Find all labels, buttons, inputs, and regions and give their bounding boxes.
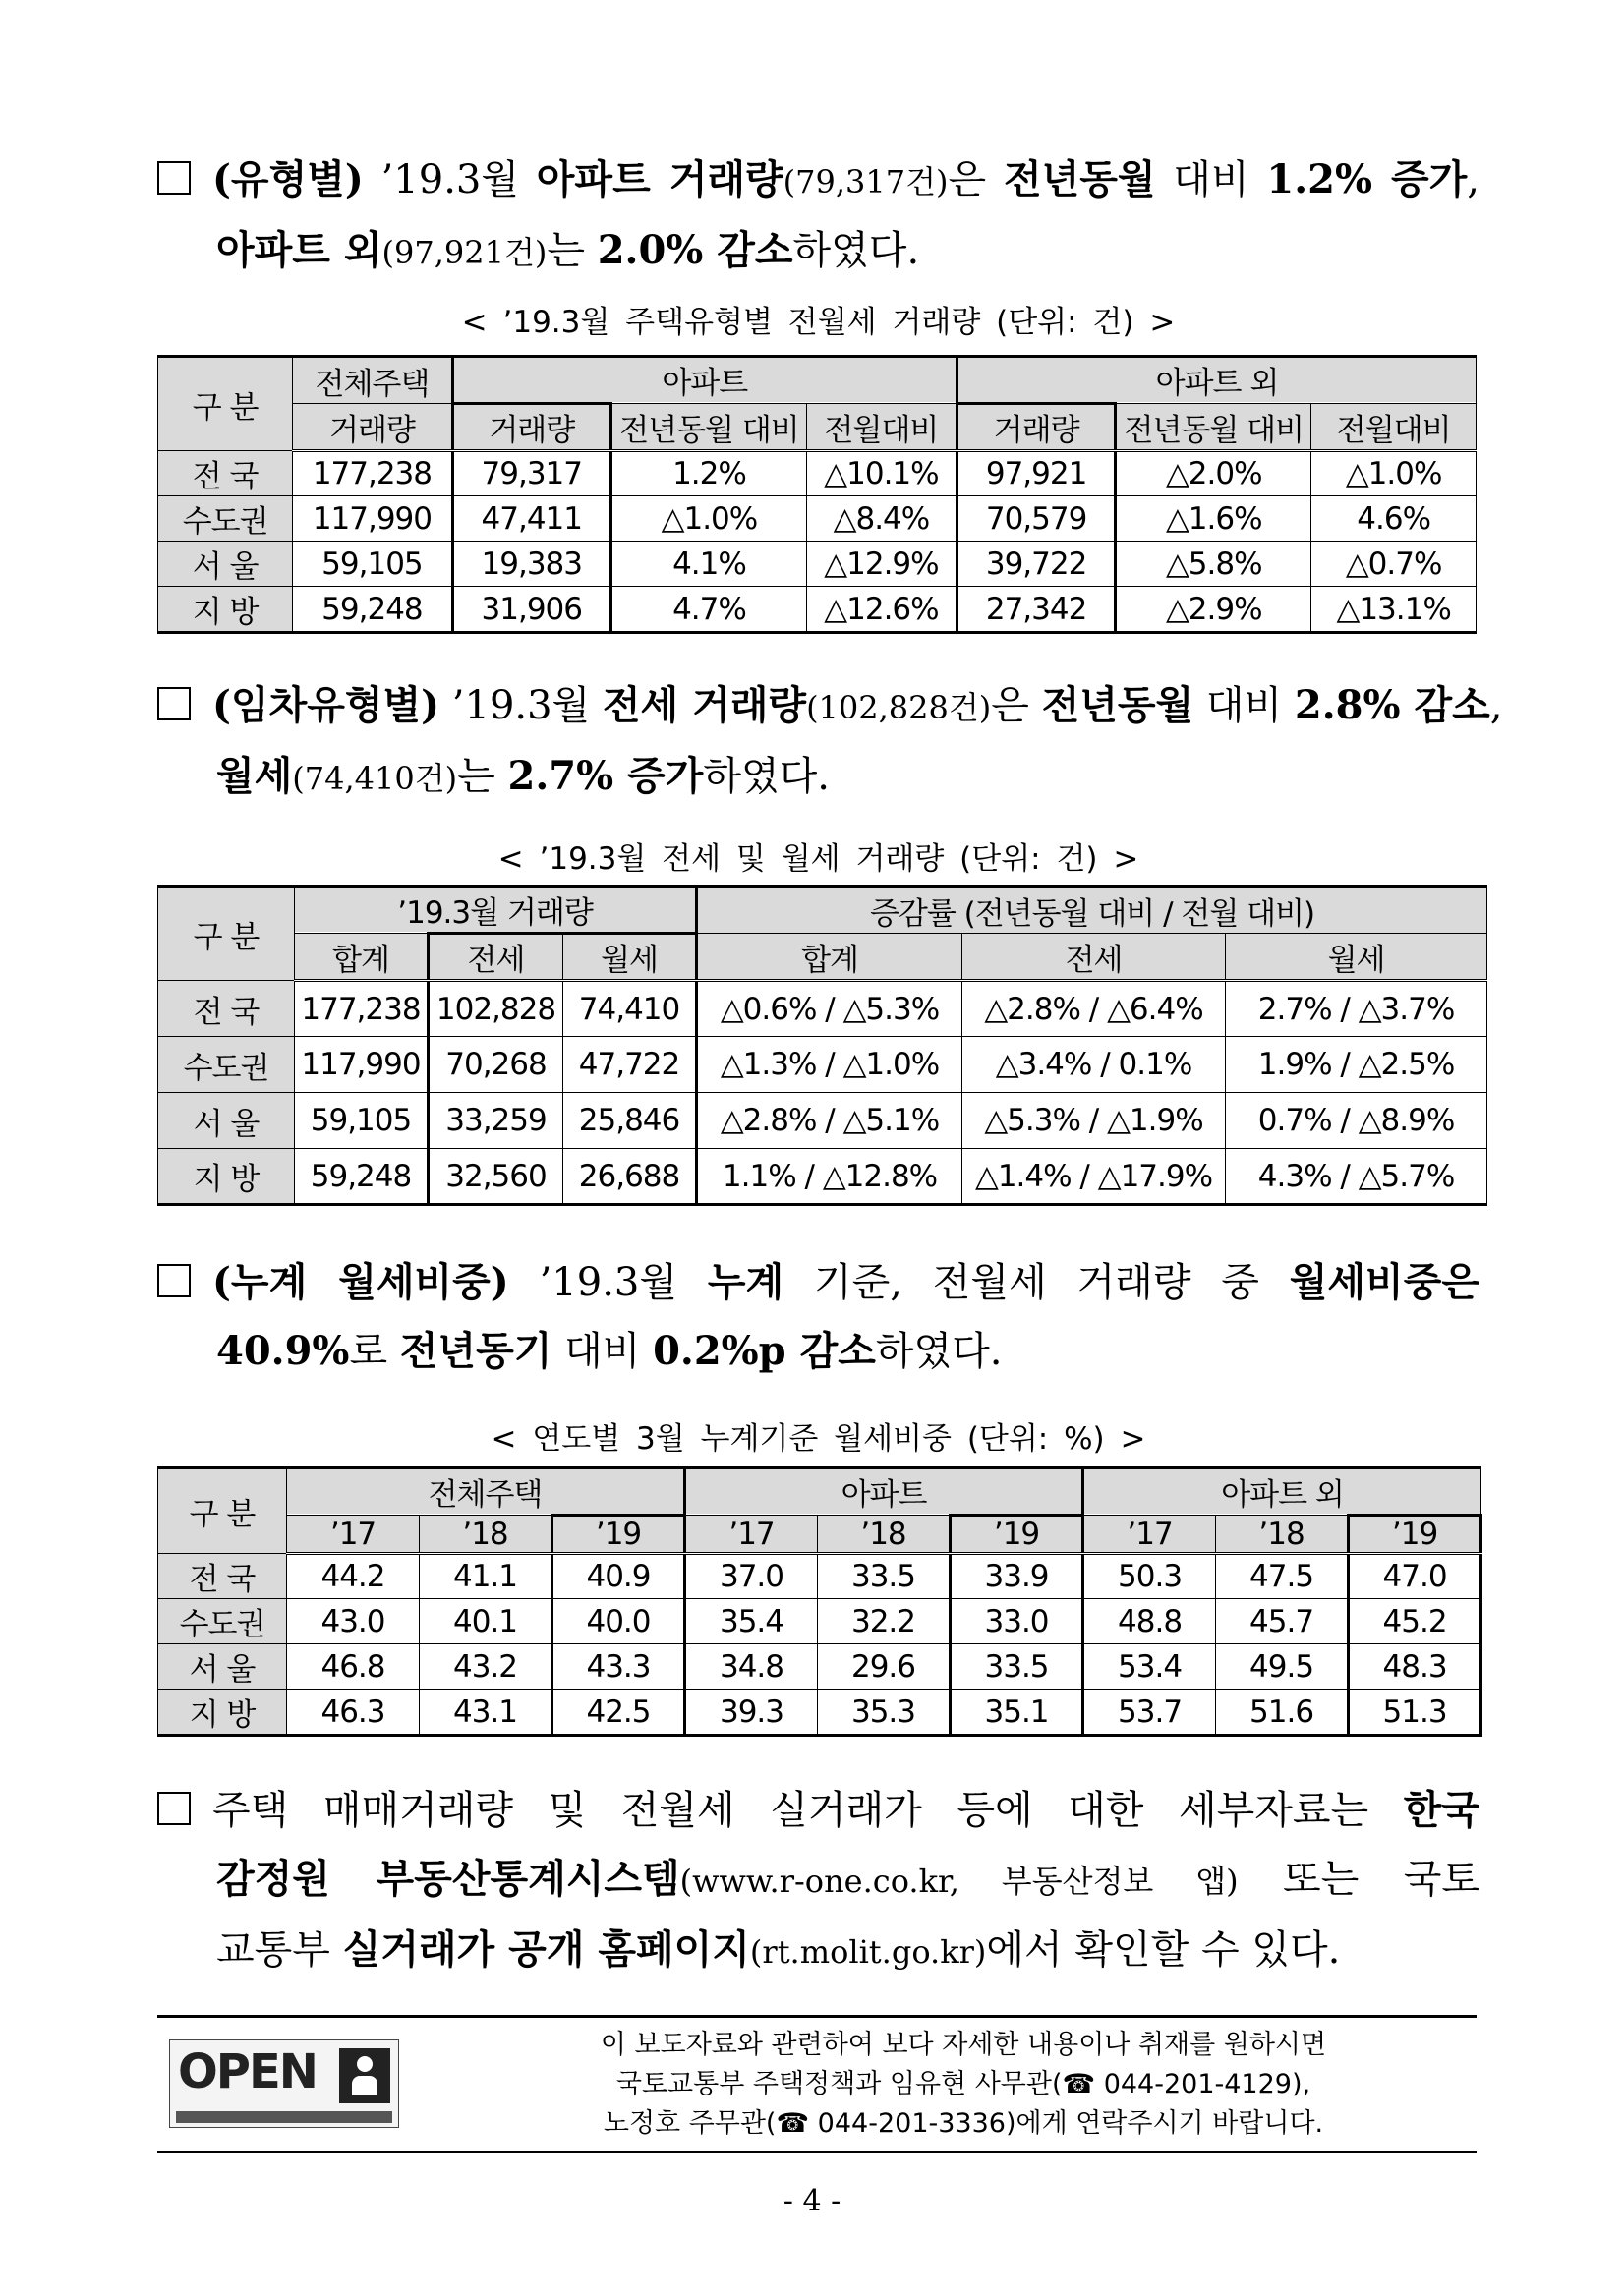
header-total-housing: 전체주택 bbox=[293, 357, 452, 404]
body-text: 은 bbox=[948, 157, 1004, 202]
table-cell: △3.4% / 0.1% bbox=[962, 1037, 1226, 1093]
section-line bbox=[157, 1317, 1479, 1386]
table-cell: 51.3 bbox=[1349, 1690, 1481, 1736]
body-text: ’19.3월 bbox=[508, 1260, 708, 1305]
table-cell: 44.2 bbox=[287, 1554, 420, 1599]
table-cell: 53.7 bbox=[1083, 1690, 1216, 1736]
table2-caption: < ’19.3월 전세 및 월세 거래량 (단위: 건) > bbox=[497, 841, 1139, 877]
section-line bbox=[157, 742, 1479, 813]
header-sum: 합계 bbox=[295, 934, 429, 981]
table-cell: 4.6% bbox=[1311, 496, 1477, 542]
row-label: 서 울 bbox=[158, 1644, 287, 1690]
emphasis-text: 아파트 외 bbox=[216, 227, 382, 273]
section-line bbox=[157, 671, 1503, 742]
header-year: ’17 bbox=[287, 1516, 420, 1554]
table-cell: 26,688 bbox=[563, 1149, 697, 1205]
contact-line: 국토교통부 주택정책과 임유현 사무관(☎ 044-201-4129), bbox=[615, 2069, 1311, 2099]
emphasis-text: 전세 거래량 bbox=[602, 682, 807, 728]
body-text: 대비 bbox=[551, 1329, 654, 1374]
body-text: (102,828건) bbox=[806, 689, 992, 726]
header-volume: ’19.3월 거래량 bbox=[295, 887, 697, 934]
row-label: 지 방 bbox=[158, 587, 293, 633]
row-label: 수도권 bbox=[158, 496, 293, 542]
table-cell: 51.6 bbox=[1216, 1690, 1349, 1736]
table-cell: 45.2 bbox=[1349, 1599, 1481, 1644]
header-mom: 전월대비 bbox=[806, 404, 957, 451]
table-cell: △1.0% bbox=[1311, 451, 1477, 496]
table-cell: 4.3% / △5.7% bbox=[1226, 1149, 1487, 1205]
header-gubun: 구 분 bbox=[158, 887, 295, 981]
header-jeonse: 전세 bbox=[962, 934, 1226, 981]
table-cell: 59,105 bbox=[295, 1093, 429, 1149]
table-cell: 33,259 bbox=[429, 1093, 563, 1149]
table-cell: 53.4 bbox=[1083, 1644, 1216, 1690]
table-cell: 33.5 bbox=[818, 1554, 951, 1599]
table-wolse-share bbox=[157, 1466, 1482, 1737]
body-text: 하였다. bbox=[703, 754, 830, 799]
table-cell: △5.8% bbox=[1116, 542, 1311, 587]
table-cell: 35.3 bbox=[818, 1690, 951, 1736]
table-cell: △0.6% / △5.3% bbox=[697, 981, 962, 1037]
header-non-apartment: 아파트 외 bbox=[957, 357, 1476, 404]
section-line bbox=[157, 1776, 1479, 1845]
table-cell: 45.7 bbox=[1216, 1599, 1349, 1644]
header-sum: 합계 bbox=[697, 934, 962, 981]
table-row bbox=[158, 587, 1477, 633]
table-cell: 46.8 bbox=[287, 1644, 420, 1690]
table-cell: 43.2 bbox=[420, 1644, 552, 1690]
body-text: (79,317건) bbox=[783, 163, 949, 201]
table-cell: 50.3 bbox=[1083, 1554, 1216, 1599]
table-cell: 117,990 bbox=[295, 1037, 429, 1093]
contact-line: 노정호 주무관(☎ 044-201-3336)에게 연락주시기 바랍니다. bbox=[603, 2108, 1324, 2139]
body-text: 또는 국토 bbox=[1238, 1857, 1479, 1902]
table-row bbox=[158, 1644, 1481, 1690]
body-text: 대비 bbox=[1155, 157, 1267, 202]
table-cell: 27,342 bbox=[957, 587, 1115, 633]
emphasis-text: 월세비중은 bbox=[1289, 1259, 1479, 1305]
table-cell: △2.0% bbox=[1116, 451, 1311, 496]
header-change-rate: 증감률 (전년동월 대비 / 전월 대비) bbox=[697, 887, 1487, 934]
table-cell: 40.0 bbox=[552, 1599, 685, 1644]
body-text: 로 bbox=[349, 1329, 400, 1374]
table-cell: △2.9% bbox=[1116, 587, 1311, 633]
table-cell: 39,722 bbox=[957, 542, 1115, 587]
table-cell: 4.1% bbox=[610, 542, 806, 587]
body-text: ’19.3월 bbox=[439, 683, 603, 728]
table-cell: 43.1 bbox=[420, 1690, 552, 1736]
header-apartment: 아파트 bbox=[452, 357, 957, 404]
table-cell: 31,906 bbox=[452, 587, 610, 633]
row-label: 서 울 bbox=[158, 1093, 295, 1149]
row-label: 전 국 bbox=[158, 451, 293, 496]
emphasis-text: 아파트 거래량 bbox=[536, 156, 783, 202]
table-cell: 97,921 bbox=[957, 451, 1115, 496]
table-rent-by-housing-type bbox=[157, 355, 1477, 634]
table-row bbox=[158, 542, 1477, 587]
table-cell: 102,828 bbox=[429, 981, 563, 1037]
emphasis-text: 2.8% 감소 bbox=[1294, 682, 1490, 728]
emphasis-text: 한국 bbox=[1403, 1787, 1479, 1833]
table-cell: 74,410 bbox=[563, 981, 697, 1037]
section-cumulative-wolse bbox=[157, 1248, 1479, 1386]
emphasis-text: 1.2% 증가 bbox=[1266, 156, 1468, 202]
emphasis-text: 0.2%p 감소 bbox=[653, 1328, 876, 1374]
emphasis-text: (누계 월세비중) bbox=[212, 1259, 509, 1305]
section-line bbox=[157, 145, 1479, 216]
contact-text bbox=[452, 2026, 1475, 2144]
body-text: ’19.3월 bbox=[363, 157, 537, 202]
section-line bbox=[157, 1248, 1479, 1317]
table-cell: 117,990 bbox=[293, 496, 452, 542]
table-row bbox=[158, 1037, 1487, 1093]
table-cell: △13.1% bbox=[1311, 587, 1477, 633]
checkbox-square-icon bbox=[157, 1264, 191, 1297]
table-cell: △1.6% bbox=[1116, 496, 1311, 542]
header-gubun: 구 분 bbox=[158, 1468, 287, 1554]
emphasis-text: (임차유형별) bbox=[212, 682, 440, 728]
table-row bbox=[158, 1599, 1481, 1644]
table-cell: △8.4% bbox=[806, 496, 957, 542]
section-reference bbox=[157, 1776, 1479, 1986]
table-cell: 59,248 bbox=[295, 1149, 429, 1205]
header-year: ’19 bbox=[951, 1516, 1083, 1554]
header-volume: 거래량 bbox=[293, 404, 452, 451]
table-row bbox=[158, 1690, 1481, 1736]
table1-caption: < ’19.3월 주택유형별 전월세 거래량 (단위: 건) > bbox=[461, 305, 1176, 340]
emphasis-text: 40.9% bbox=[216, 1328, 350, 1374]
header-year: ’18 bbox=[420, 1516, 552, 1554]
body-text: (rt.molit.go.kr) bbox=[749, 1933, 987, 1971]
table-cell: △0.7% bbox=[1311, 542, 1477, 587]
emphasis-text: 전년동월 bbox=[1003, 156, 1156, 202]
body-text: 는 bbox=[457, 754, 508, 799]
table-cell: 25,846 bbox=[563, 1093, 697, 1149]
table-cell: 177,238 bbox=[295, 981, 429, 1037]
checkbox-square-icon bbox=[157, 687, 191, 720]
body-text: (www.r-one.co.kr, 부동산정보 앱) bbox=[679, 1863, 1239, 1900]
table-cell: 42.5 bbox=[552, 1690, 685, 1736]
table-cell: △2.8% / △5.1% bbox=[697, 1093, 962, 1149]
table-cell: △12.6% bbox=[806, 587, 957, 633]
table-cell: 35.1 bbox=[951, 1690, 1083, 1736]
table-cell: 39.3 bbox=[685, 1690, 818, 1736]
table-cell: △1.3% / △1.0% bbox=[697, 1037, 962, 1093]
table-jeonse-wolse bbox=[157, 885, 1487, 1206]
emphasis-text: 2.7% 증가 bbox=[507, 753, 704, 799]
table-cell: 70,268 bbox=[429, 1037, 563, 1093]
open-license-logo bbox=[169, 2039, 399, 2128]
row-label: 수도권 bbox=[158, 1599, 287, 1644]
table-cell: 43.0 bbox=[287, 1599, 420, 1644]
body-text: , bbox=[1489, 683, 1503, 728]
table-cell: 59,248 bbox=[293, 587, 452, 633]
table-row bbox=[158, 1554, 1481, 1599]
row-label: 전 국 bbox=[158, 981, 295, 1037]
checkbox-square-icon bbox=[157, 161, 191, 195]
table-row bbox=[158, 1149, 1487, 1205]
header-total-housing: 전체주택 bbox=[287, 1468, 685, 1516]
table-cell: 47,722 bbox=[563, 1037, 697, 1093]
header-volume: 거래량 bbox=[452, 404, 610, 451]
body-text: 주택 매매거래량 및 전월세 실거래가 등에 대한 세부자료는 bbox=[212, 1788, 1404, 1833]
table-cell: △10.1% bbox=[806, 451, 957, 496]
table-row bbox=[158, 1093, 1487, 1149]
body-text: 는 bbox=[547, 228, 598, 273]
table-cell: 40.1 bbox=[420, 1599, 552, 1644]
table-cell: △2.8% / △6.4% bbox=[962, 981, 1226, 1037]
body-text: 기준, 전월세 거래량 중 bbox=[783, 1260, 1290, 1305]
table-cell: 4.7% bbox=[610, 587, 806, 633]
table-cell: 1.1% / △12.8% bbox=[697, 1149, 962, 1205]
table-cell: 43.3 bbox=[552, 1644, 685, 1690]
header-year: ’17 bbox=[685, 1516, 818, 1554]
body-text: 교통부 bbox=[216, 1927, 343, 1973]
header-wolse: 월세 bbox=[563, 934, 697, 981]
table-cell: 47.0 bbox=[1349, 1554, 1481, 1599]
header-wolse: 월세 bbox=[1226, 934, 1487, 981]
year-header-row bbox=[158, 1516, 1481, 1554]
table-cell: 1.2% bbox=[610, 451, 806, 496]
header-year: ’18 bbox=[1216, 1516, 1349, 1554]
body-text: 에서 확인할 수 있다. bbox=[986, 1927, 1341, 1973]
table-cell: 79,317 bbox=[452, 451, 610, 496]
table-cell: 59,105 bbox=[293, 542, 452, 587]
table-cell: 47,411 bbox=[452, 496, 610, 542]
header-volume: 거래량 bbox=[957, 404, 1115, 451]
body-text: (74,410건) bbox=[292, 760, 458, 797]
section-line bbox=[157, 216, 1479, 287]
table-cell: 47.5 bbox=[1216, 1554, 1349, 1599]
table-cell: 2.7% / △3.7% bbox=[1226, 981, 1487, 1037]
table-cell: 35.4 bbox=[685, 1599, 818, 1644]
header-apartment: 아파트 bbox=[685, 1468, 1083, 1516]
header-mom: 전월대비 bbox=[1311, 404, 1477, 451]
table-cell: 19,383 bbox=[452, 542, 610, 587]
row-label: 전 국 bbox=[158, 1554, 287, 1599]
checkbox-square-icon bbox=[157, 1792, 191, 1825]
table-row bbox=[158, 496, 1477, 542]
header-year: ’19 bbox=[552, 1516, 685, 1554]
header-year: ’17 bbox=[1083, 1516, 1216, 1554]
header-gubun: 구 분 bbox=[158, 357, 293, 451]
page-number: - 4 - bbox=[783, 2184, 841, 2218]
section-line bbox=[157, 1916, 1479, 1986]
section-line bbox=[157, 1845, 1479, 1916]
emphasis-text: 전년동월 bbox=[1041, 682, 1194, 728]
table-cell: △1.0% bbox=[610, 496, 806, 542]
table-cell: 40.9 bbox=[552, 1554, 685, 1599]
table-cell: △5.3% / △1.9% bbox=[962, 1093, 1226, 1149]
row-label: 지 방 bbox=[158, 1149, 295, 1205]
table-cell: 70,579 bbox=[957, 496, 1115, 542]
table-cell: 34.8 bbox=[685, 1644, 818, 1690]
table-cell: 177,238 bbox=[293, 451, 452, 496]
table-cell: 29.6 bbox=[818, 1644, 951, 1690]
header-year: ’18 bbox=[818, 1516, 951, 1554]
section-type bbox=[157, 145, 1479, 287]
table-cell: 1.9% / △2.5% bbox=[1226, 1037, 1487, 1093]
table-cell: △1.4% / △17.9% bbox=[962, 1149, 1226, 1205]
body-text: , bbox=[1467, 157, 1479, 202]
row-label: 수도권 bbox=[158, 1037, 295, 1093]
contact-line: 이 보도자료와 관련하여 보다 자세한 내용이나 취재를 원하시면 bbox=[600, 2030, 1327, 2060]
body-text: 하였다. bbox=[792, 228, 920, 273]
table-cell: 48.8 bbox=[1083, 1599, 1216, 1644]
emphasis-text: 감정원 부동산통계시스템 bbox=[216, 1856, 680, 1902]
table-row bbox=[158, 451, 1477, 496]
table-cell: 49.5 bbox=[1216, 1644, 1349, 1690]
table-cell: 37.0 bbox=[685, 1554, 818, 1599]
table-cell: 46.3 bbox=[287, 1690, 420, 1736]
emphasis-text: 누계 bbox=[707, 1259, 784, 1305]
table-cell: △12.9% bbox=[806, 542, 957, 587]
emphasis-text: 2.0% 감소 bbox=[597, 227, 793, 273]
header-non-apartment: 아파트 외 bbox=[1083, 1468, 1481, 1516]
table3-caption: < 연도별 3월 누계기준 월세비중 (단위: %) > bbox=[491, 1421, 1146, 1457]
body-text: 하였다. bbox=[875, 1329, 1003, 1374]
body-text: 은 bbox=[991, 683, 1042, 728]
table-cell: 33.9 bbox=[951, 1554, 1083, 1599]
emphasis-text: 전년동기 bbox=[399, 1328, 552, 1374]
open-logo-text: OPEN bbox=[178, 2044, 317, 2099]
emphasis-text: 실거래가 공개 홈페이지 bbox=[342, 1926, 750, 1973]
table-cell: 33.0 bbox=[951, 1599, 1083, 1644]
table-cell: 33.5 bbox=[951, 1644, 1083, 1690]
header-yoy: 전년동월 대비 bbox=[610, 404, 806, 451]
table-cell: 0.7% / △8.9% bbox=[1226, 1093, 1487, 1149]
row-label: 서 울 bbox=[158, 542, 293, 587]
body-text: (97,921건) bbox=[381, 234, 548, 271]
emphasis-text: (유형별) bbox=[212, 156, 364, 202]
table-cell: 32,560 bbox=[429, 1149, 563, 1205]
header-jeonse: 전세 bbox=[429, 934, 563, 981]
body-text: 대비 bbox=[1193, 683, 1295, 728]
section-lease-type bbox=[157, 671, 1503, 813]
person-icon bbox=[339, 2048, 390, 2103]
table-cell: 32.2 bbox=[818, 1599, 951, 1644]
emphasis-text: 월세 bbox=[216, 753, 293, 799]
row-label: 지 방 bbox=[158, 1690, 287, 1736]
table-cell: 41.1 bbox=[420, 1554, 552, 1599]
header-yoy: 전년동월 대비 bbox=[1116, 404, 1311, 451]
contact-box bbox=[157, 2015, 1477, 2153]
header-year: ’19 bbox=[1349, 1516, 1481, 1554]
table-row bbox=[158, 981, 1487, 1037]
table-cell: 48.3 bbox=[1349, 1644, 1481, 1690]
